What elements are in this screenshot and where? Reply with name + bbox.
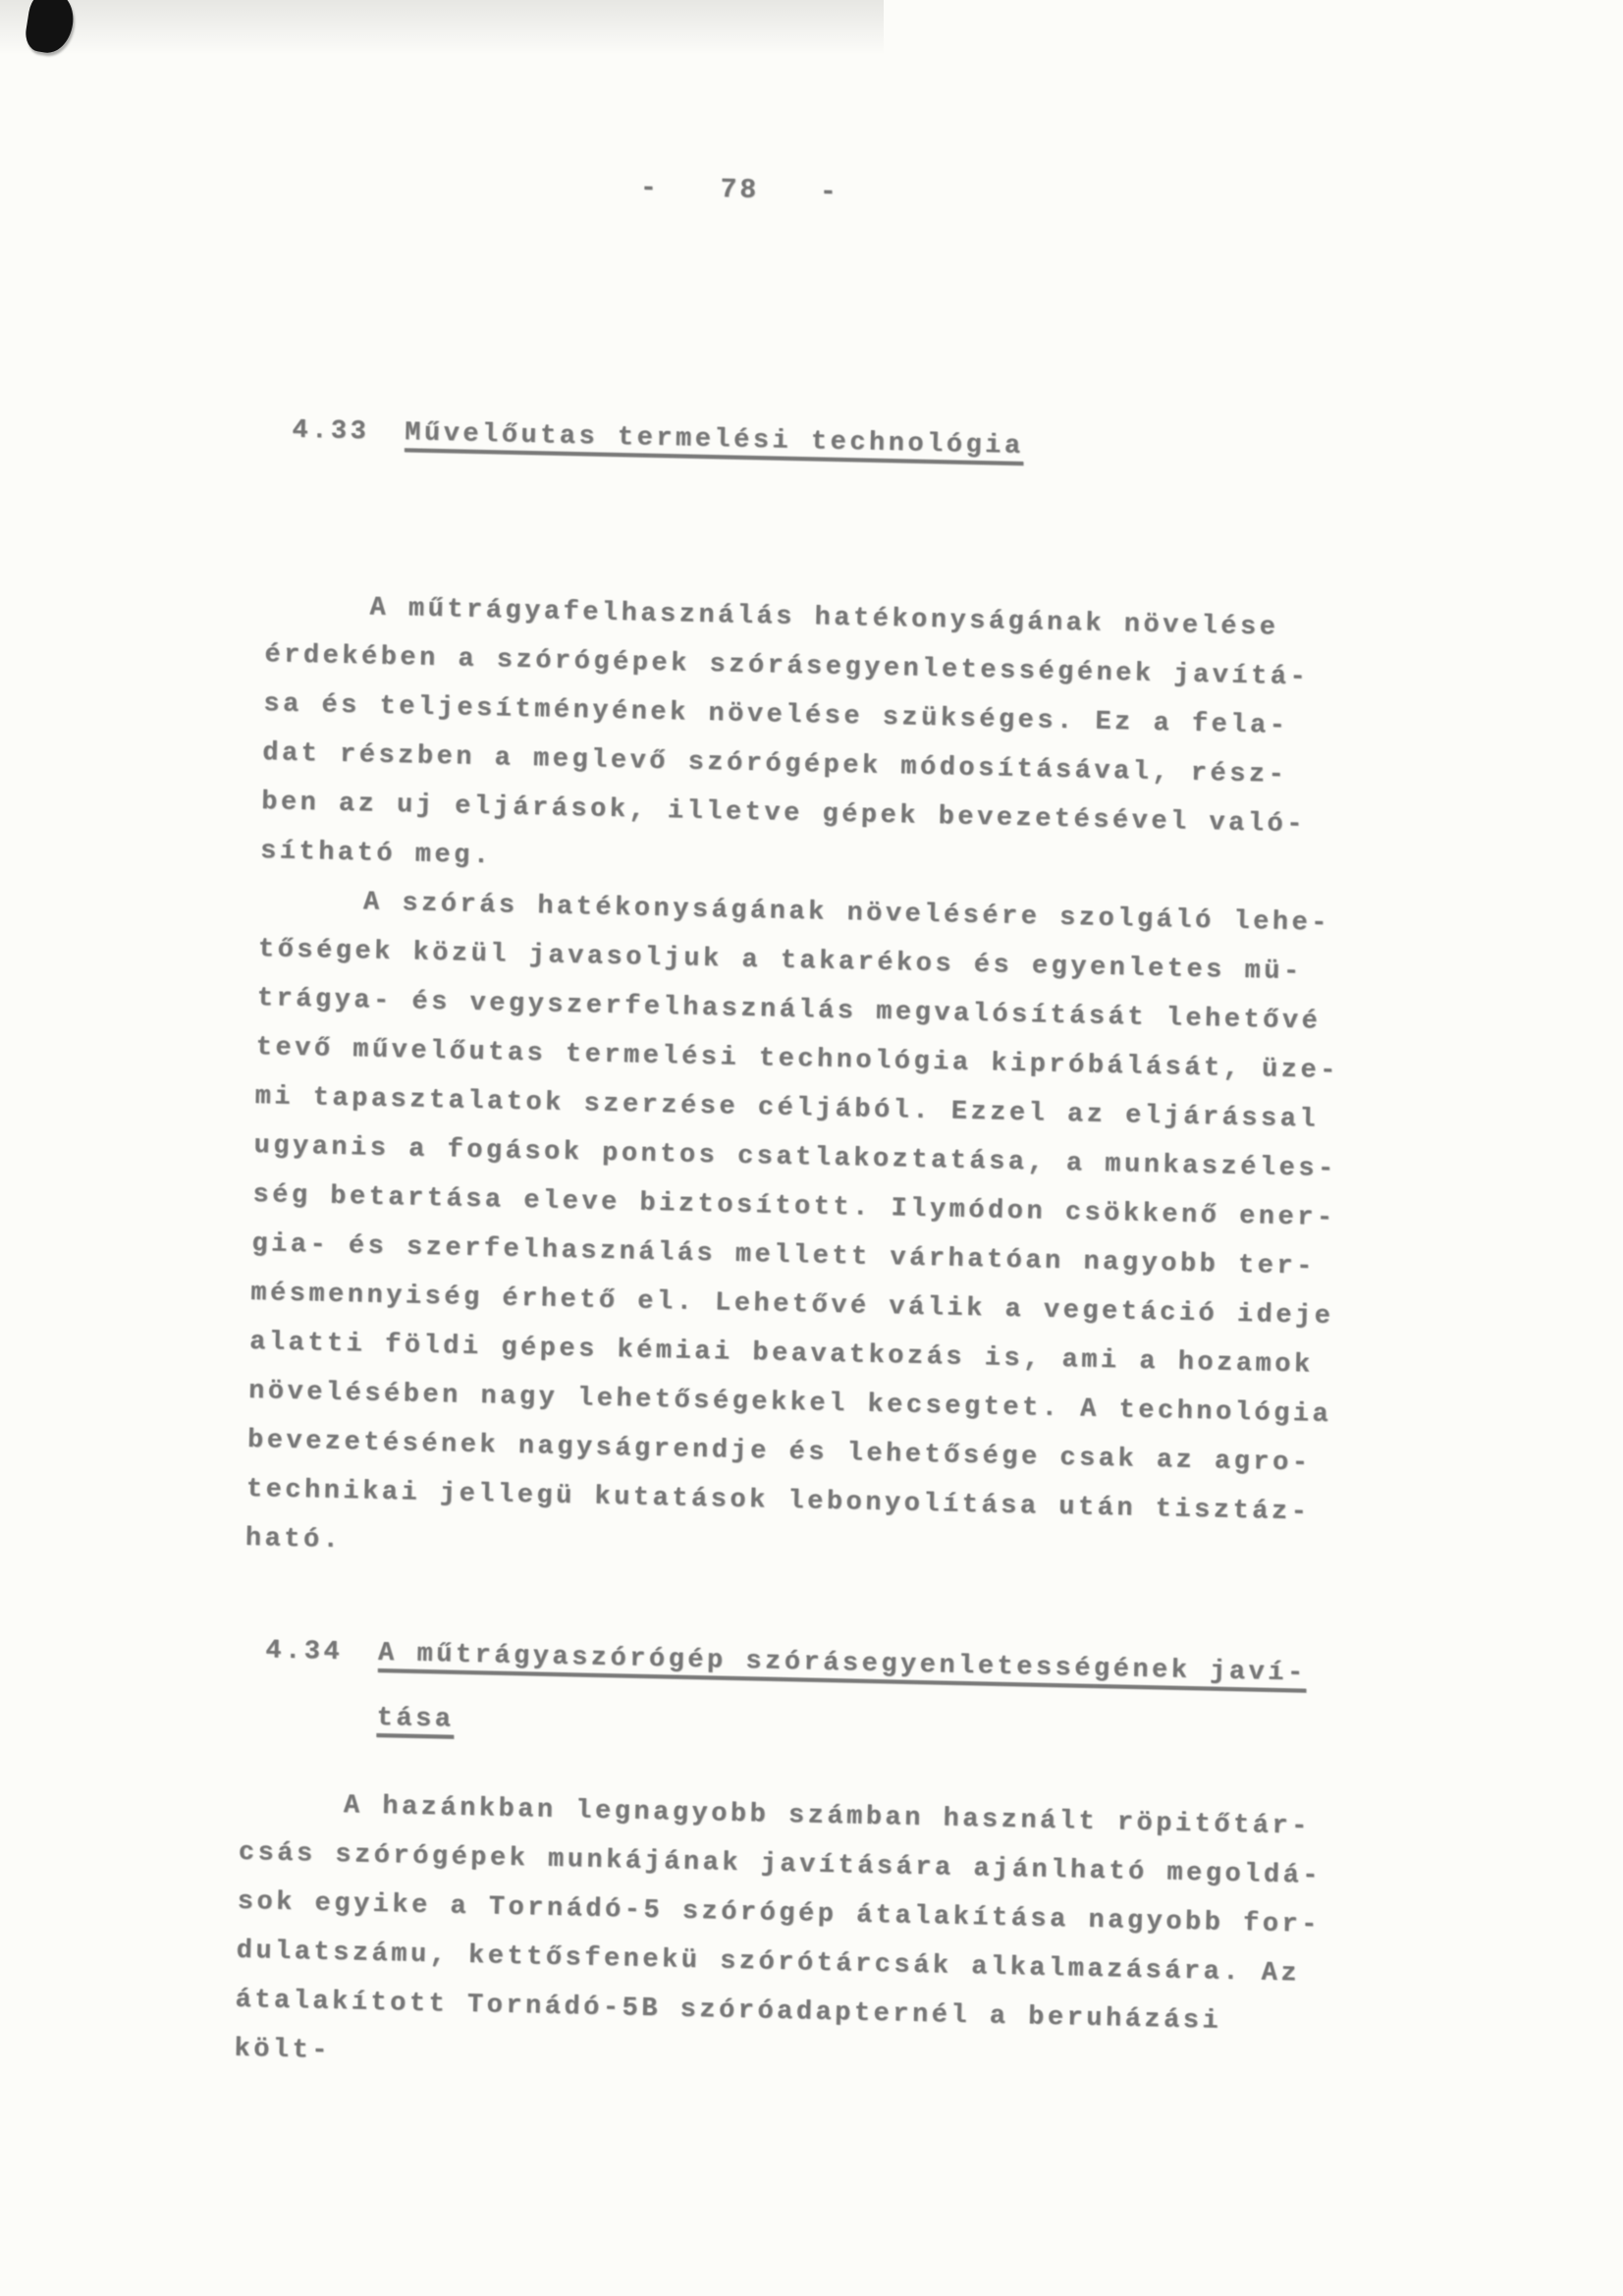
section-4-33-body [244,581,1351,1587]
section-4-34-body [234,1779,1334,2098]
paragraph: A műtrágyafelhasználás hatékonyságának növelése érdekében a szórógépek szórásegyenletességének javítá- sa és teljesítményének növelése szükséges. Ez a fela- dat részben a meglevő szórógépek módosításával, rész- ben az uj eljárások, illetve gépek bevezetésével való- sítható meg. [259,593,1310,872]
paragraph: A szórás hatékonyságának növelésére szolgáló lehe- tőségek közül javasoljuk a takarékos és egyenletes mü- trágya- és vegyszerfelhasználás megvalósítását lehetővé tevő művelőutas termelési technológia kipróbálását, üze- mi tapasztalatok szerzése céljából. Ezzel az eljárással ugyanis a fogások pontos csatlakoztatása, a munkaszéles- ség betartása eleve biztosított. Ilymódon csökkenő ener- gia- és szerfelhasználás mellett várhatóan nagyobb ter- mésmennyiség érhető el. Lehetővé válik a vegetáció ideje alatti földi gépes kémiai beavatkozás is, ami a hozamok növelésében nagy lehetőségekkel kecsegtet. A technológia bevezetésének nagyságrendje és lehetősége csak az agro- technikai jellegü kutatások lebonyolítása után tisztáz- ható. [244,888,1340,1557]
section-title: Művelőutas termelési technológia [404,418,1024,462]
section-heading-4-34 [263,1618,1307,1771]
section-heading-4-33 [292,399,1025,479]
page-number: - 78 - [639,173,840,208]
section-number: 4.33 [292,415,370,448]
paragraph: A hazánkban legnagyobb számban használt röpitőtár- csás szórógépek munkájának javítására ajánlható megoldá- sok egyike a Tornádó-5 szórógép átalakítása nagyobb for- dulatszámu, kettősfenekü szórótárcsák alkalmazására. Az átalakított Tornádó-5B szóróadapternél a beruházási költ- [234,1791,1323,2066]
section-title: A műtrágyaszórógép szórásegyenletességének javí- tása [376,1638,1307,1735]
section-number: 4.34 [264,1636,344,1668]
